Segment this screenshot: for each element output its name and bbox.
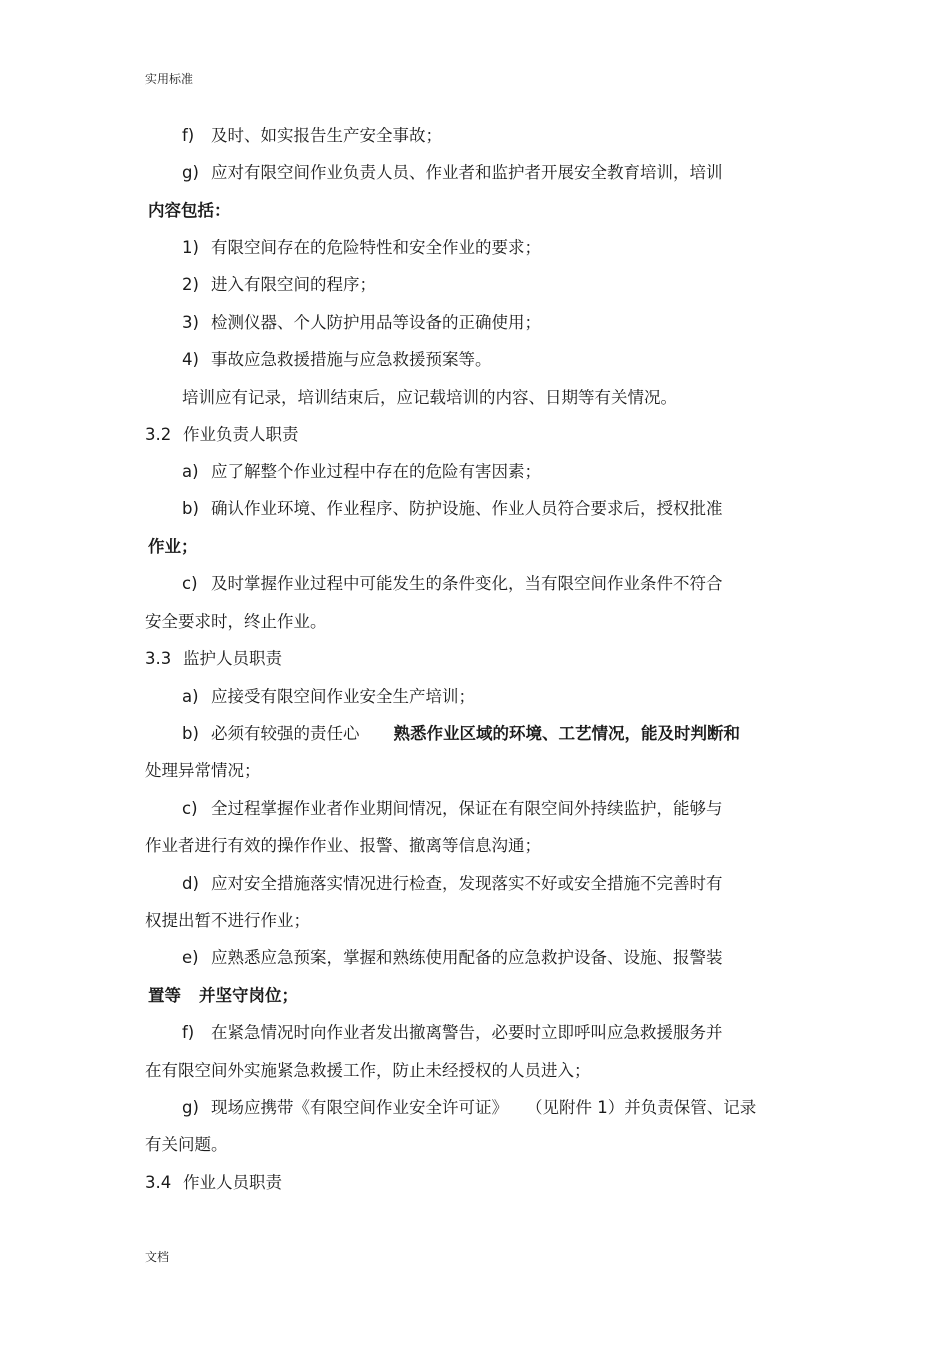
item-text: 应接受有限空间作业安全生产培训； — [211, 687, 475, 706]
item-text-bold: 熟悉作业区域的环境、工艺情况，能及时判断和 — [393, 724, 740, 743]
list-item — [182, 723, 740, 745]
item-text: 应对安全措施落实情况进行检查，发现落实不好或安全措施不完善时有 — [211, 874, 723, 893]
list-item — [182, 125, 442, 147]
list-item — [182, 873, 723, 895]
item-marker: e) — [182, 948, 199, 967]
page-header: 实用标准 — [145, 72, 194, 86]
list-item — [182, 461, 541, 483]
continuation-text: 内容包括： — [148, 201, 231, 220]
item-marker: 3) — [182, 313, 199, 332]
continuation-text: 有关问题。 — [145, 1135, 228, 1154]
item-marker: f) — [182, 126, 195, 145]
item-text: 应了解整个作业过程中存在的危险有害因素； — [211, 462, 541, 481]
item-text: 现场应携带《有限空间作业安全许可证》 — [211, 1098, 508, 1117]
item-text: 事故应急救援措施与应急救援预案等。 — [211, 350, 492, 369]
section-heading — [145, 648, 282, 670]
item-marker: b) — [182, 499, 199, 518]
continuation-part: 并坚守岗位； — [199, 986, 298, 1005]
section-heading — [145, 1172, 282, 1194]
continuation-text: 在有限空间外实施紧急救援工作，防止未经授权的人员进入； — [145, 1061, 591, 1080]
item-marker: g) — [182, 1098, 199, 1117]
item-text: 全过程掌握作业者作业期间情况，保证在有限空间外持续监护，能够与 — [211, 799, 723, 818]
section-number: 3.4 — [145, 1173, 172, 1192]
item-text: 进入有限空间的程序； — [211, 275, 376, 294]
section-title: 作业负责人职责 — [183, 425, 299, 444]
section-title: 作业人员职责 — [183, 1173, 282, 1192]
item-text: 在紧急情况时向作业者发出撤离警告，必要时立即呼叫应急救援服务并 — [211, 1023, 723, 1042]
item-text: 有限空间存在的危险特性和安全作业的要求； — [211, 238, 541, 257]
item-marker: a) — [182, 462, 199, 481]
item-text: 确认作业环境、作业程序、防护设施、作业人员符合要求后，授权批准 — [211, 499, 723, 518]
continuation-text — [148, 985, 298, 1007]
continuation-text: 作业； — [148, 537, 198, 556]
item-marker: 4) — [182, 350, 199, 369]
item-text: 必须有较强的责任心 — [211, 724, 360, 743]
item-marker: c) — [182, 799, 198, 818]
continuation-text: 作业者进行有效的操作作业、报警、撤离等信息沟通； — [145, 836, 541, 855]
item-marker: b) — [182, 724, 199, 743]
section-number: 3.3 — [145, 649, 172, 668]
list-item — [182, 349, 492, 371]
list-item — [182, 686, 475, 708]
paragraph: 培训应有记录，培训结束后，应记载培训的内容、日期等有关情况。 — [182, 388, 677, 407]
list-item — [182, 798, 723, 820]
item-text: 应熟悉应急预案，掌握和熟练使用配备的应急救护设备、设施、报警装 — [211, 948, 723, 967]
section-heading — [145, 424, 299, 446]
item-text: （见附件 1）并负责保管、记录 — [526, 1098, 757, 1117]
page-footer: 文档 — [145, 1250, 170, 1264]
list-item — [182, 312, 541, 334]
continuation-text: 处理异常情况； — [145, 761, 261, 780]
list-item — [182, 1097, 756, 1119]
list-item — [182, 237, 541, 259]
section-number: 3.2 — [145, 425, 172, 444]
section-title: 监护人员职责 — [183, 649, 282, 668]
list-item — [182, 1022, 723, 1044]
list-item — [182, 947, 723, 969]
item-marker: d) — [182, 874, 199, 893]
continuation-text: 安全要求时，终止作业。 — [145, 612, 327, 631]
item-text: 检测仪器、个人防护用品等设备的正确使用； — [211, 313, 541, 332]
list-item — [182, 274, 376, 296]
item-text: 及时掌握作业过程中可能发生的条件变化，当有限空间作业条件不符合 — [211, 574, 723, 593]
list-item — [182, 162, 723, 184]
list-item — [182, 573, 723, 595]
item-marker: a) — [182, 687, 199, 706]
item-text: 应对有限空间作业负责人员、作业者和监护者开展安全教育培训，培训 — [211, 163, 723, 182]
continuation-part: 置等 — [148, 986, 181, 1005]
list-item — [182, 498, 723, 520]
item-marker: 2) — [182, 275, 199, 294]
item-text: 及时、如实报告生产安全事故； — [211, 126, 442, 145]
item-marker: 1) — [182, 238, 199, 257]
item-marker: g) — [182, 163, 199, 182]
item-marker: c) — [182, 574, 198, 593]
continuation-text: 权提出暂不进行作业； — [145, 911, 310, 930]
item-marker: f) — [182, 1023, 195, 1042]
